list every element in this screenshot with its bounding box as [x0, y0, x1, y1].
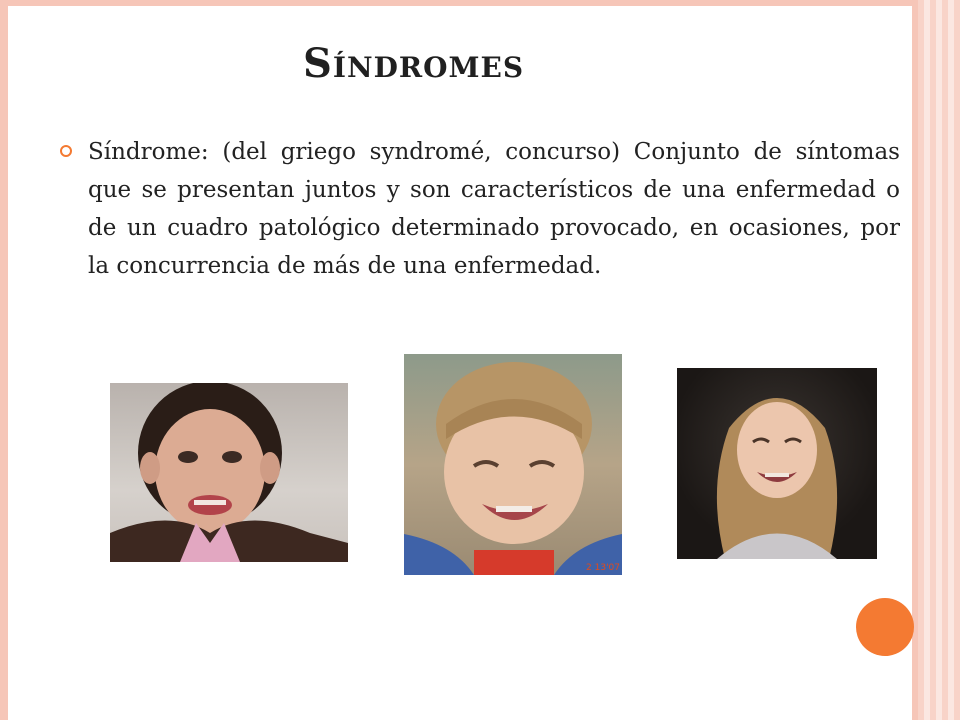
- photo-girl-dark-hair: [110, 383, 348, 562]
- photo-smiling-boy: [404, 354, 622, 575]
- decorative-stripes: [918, 0, 960, 720]
- orange-ring-bullet-icon: [60, 145, 72, 157]
- bullet-text: Síndrome: (del griego syndromé, concurso) Conjunto de síntomas que se presentan juntos y son característicos de una enfermedad o de un cuadro patológico determinado provocado, en ocasiones, por la concurrencia de más de una enfermedad.: [88, 139, 900, 279]
- bullet-item: [56, 133, 900, 285]
- decorative-orange-circle: [856, 598, 914, 656]
- photo-girl-long-hair: [677, 368, 877, 559]
- frame-top-border: [0, 0, 918, 6]
- frame-left-border: [0, 0, 8, 720]
- photo-date-stamp: 2 13'07: [586, 563, 620, 573]
- slide-title: Síndromes: [303, 40, 525, 87]
